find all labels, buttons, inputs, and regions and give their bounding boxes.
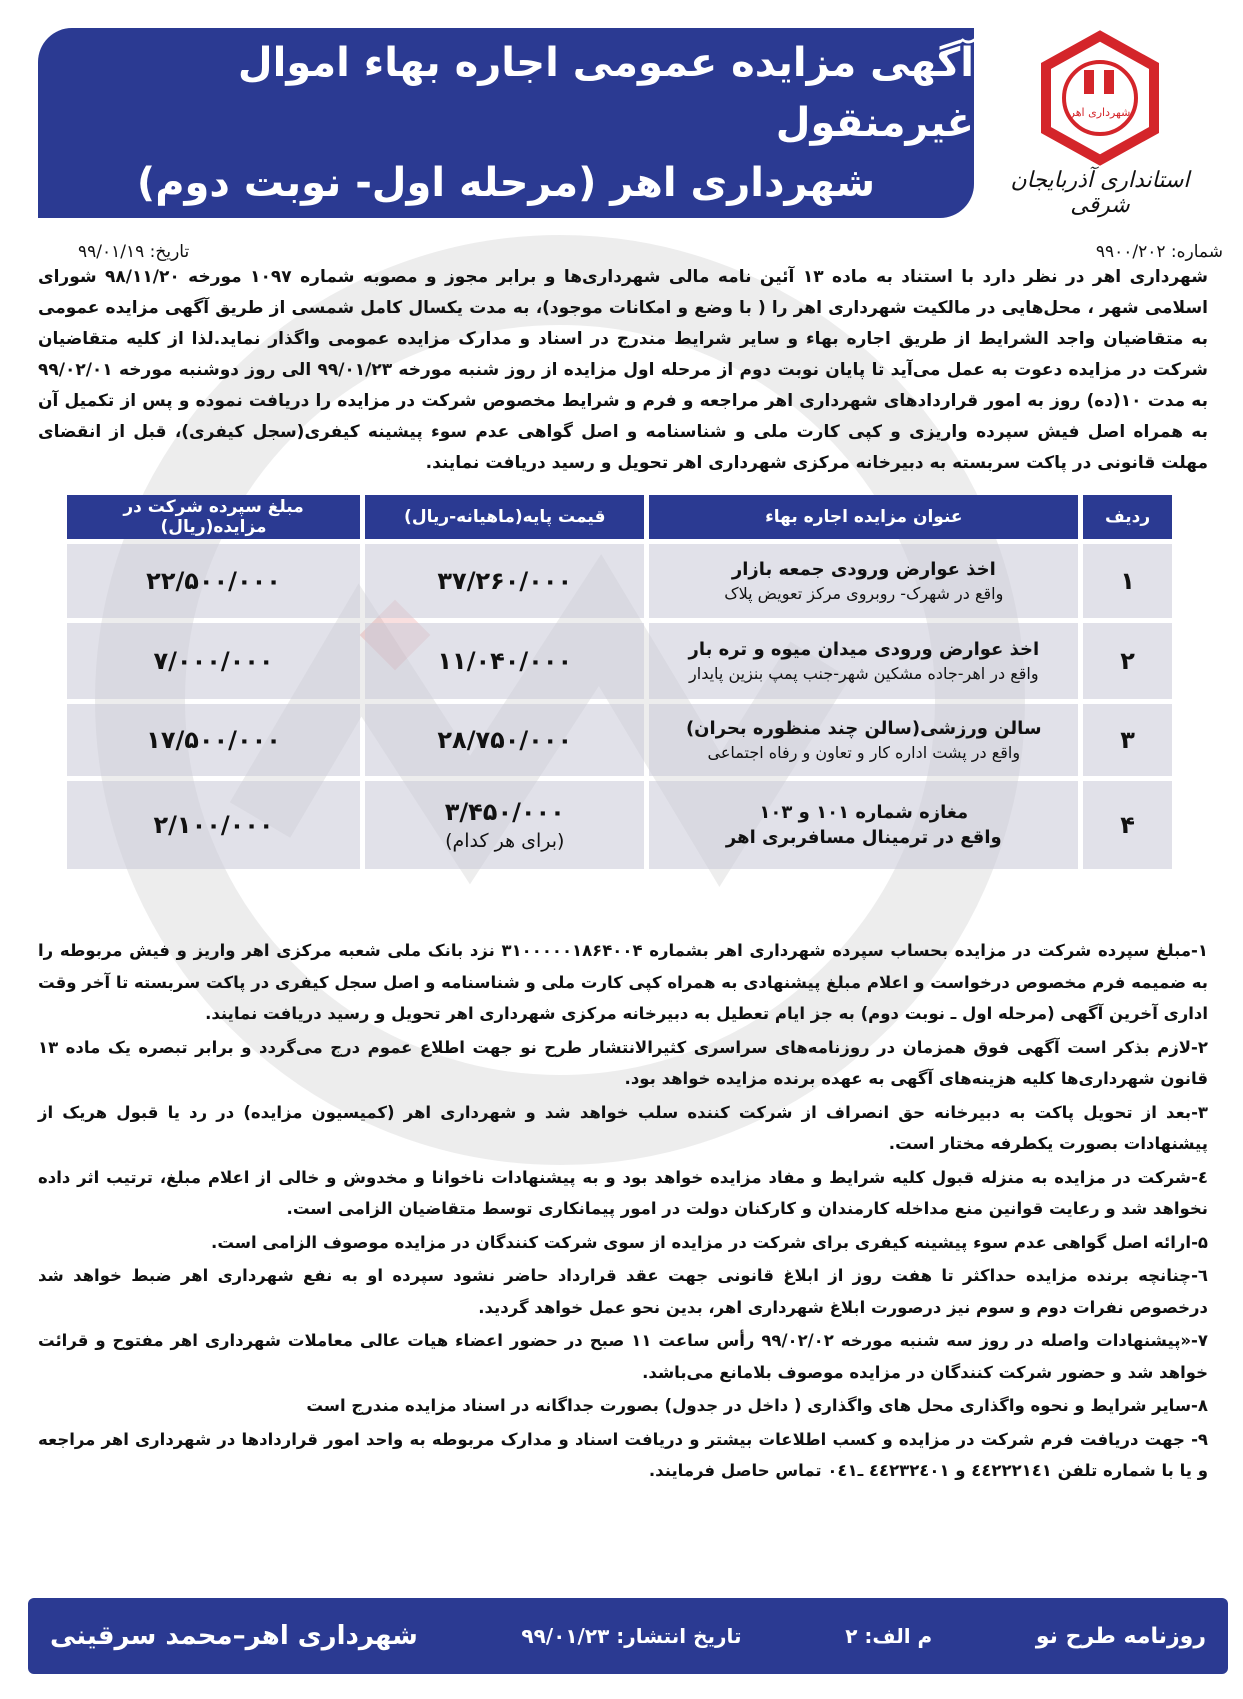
header-banner: [38, 28, 974, 218]
table-header-row: [67, 495, 1172, 539]
footer-bar: [28, 1598, 1228, 1674]
table-row: [67, 544, 1172, 618]
condition-item: ٤-شرکت در مزایده به منزله قبول کلیه شرایط و مفاد مزایده خواهد بود و به پیشنهادات ناخوانا و مخدوش و خالی از اعلام مبلغ، ترتیب اثر داده نخواهد شد و رعایت قوانین منع مداخله کارمندان و کارکنان دولت در امور پیمانکاری توسط متقاضیان الزامی است.: [38, 1167, 1208, 1218]
row-number: ۳: [1083, 704, 1172, 776]
auction-items-table: [62, 490, 1177, 874]
header-base-price: قیمت پایه(ماهیانه-ریال): [365, 495, 644, 539]
condition-item: ۲-لازم بذکر است آگهی فوق همزمان در روزنامه‌های سراسری کثیرالانتشار طرح نو جهت اطلاع عموم درج می‌گردد و برابر تبصره یک ماده ۱۳ قانون شهرداری‌ها کلیه هزینه‌های آگهی به عهده برنده مزایده خواهد بود.: [38, 1037, 1208, 1088]
title-line-1: آگهی مزایده عمومی اجاره بهاء اموال غیرمنقول: [237, 40, 974, 146]
condition-item: ۳-بعد از تحویل پاکت به دبیرخانه حق انصراف از شرکت کننده سلب خواهد شد و شهرداری اهر (کمیسیون مزایده) در رد یا قبول هریک از پیشنهادات بصورت یکطرفه مختار است.: [38, 1102, 1208, 1153]
newspaper-name: روزنامه طرح نو: [1035, 1623, 1206, 1649]
signature: شهرداری اهر–محمد سرقینی: [50, 1621, 418, 1651]
base-price-cell: [365, 781, 644, 869]
header-title: عنوان مزایده اجاره بهاء: [649, 495, 1078, 539]
item-cell: [649, 544, 1078, 618]
conditions-list: [38, 935, 1208, 1489]
ad-code: م الف: ۲: [845, 1624, 933, 1648]
condition-item: ۹- جهت دریافت فرم شرکت در مزایده و کسب اطلاعات بیشتر و دریافت اسناد و مدارک مربوطه به واحد امور قراردادها در شهرداری اهر مراجعه و یا با شماره تلفن ٤٤٢٢٢١٤١ و ٤٤٢٣٢٤٠١ ـ۰٤١ تماس حاصل فرمایند.: [38, 1429, 1208, 1480]
item-cell: [649, 704, 1078, 776]
item-location: واقع در پشت اداره کار و تعاون و رفاه اجتماعی: [707, 743, 1021, 762]
condition-item: ۵-ارائه اصل گواهی عدم سوء پیشینه کیفری برای شرکت در مزایده از سوی شرکت کنندگان در مزایده موصوف الزامی است.: [211, 1232, 1208, 1252]
title-line-2: شهرداری اهر (مرحله اول- نوبت دوم): [136, 160, 876, 206]
intro-paragraph: شهرداری اهر در نظر دارد با استناد به ماده ۱۳ آئین نامه مالی شهرداری‌ها و برابر مجوز و مصوبه شماره ۱۰۹۷ مورخه ۹۸/۱۱/۲۰ شورای اسلامی شهر ، محل‌هایی در مالکیت شهرداری اهر را ( با وضع و امکانات موجود)، به مدت یکسال کامل شمسی از طریق آگهی مزایده عمومی به متقاضیان واجد الشرایط از طریق اجاره بهاء و سایر شرایط مندرج در اسناد و مدارک مزایده عمومی واگذار نماید.لذا از کلیه متقاضیان شرکت در مزایده دعوت به عمل می‌آید تا پایان نوبت دوم از مرحله اول مزایده از روز شنبه مورخه ۹۹/۰۱/۲۳ الی روز دوشنبه مورخه ۹۹/۰۲/۰۱ به مدت ۱۰(ده) روز به امور قراردادهای شهرداری اهر مراجعه و فرم و شرایط مخصوص شرکت در مزایده را دریافت نموده و پس از تکمیل آن به همراه اصل فیش سپرده واریزی و کپی کارت ملی و شناسنامه و اصل گواهی عدم سوء پیشینه کیفری(سجل کیفری)، قبل از انقضای مهلت قانونی در پاکت سربسته به دبیرخانه مرکزی شهرداری اهر تحویل و رسید دریافت نمایند.: [38, 267, 1209, 473]
base-price: ۲۸/۷۵۰/۰۰۰: [365, 704, 644, 776]
letter-number: شماره: ۹۹۰۰/۲۰۲: [1095, 242, 1223, 262]
item-cell: [649, 623, 1078, 699]
item-title: مغازه شماره ۱۰۱ و ۱۰۳: [759, 802, 969, 823]
item-cell: [649, 781, 1078, 869]
deposit: ۲۲/۵۰۰/۰۰۰: [67, 544, 360, 618]
condition-item: ۱-مبلغ سپرده شرکت در مزایده بحساب سپرده شهرداری اهر بشماره ۳۱۰۰۰۰۰۱۸۶۴۰۰۴ نزد بانک ملی شعبه مرکزی اهر واریز و فیش مربوطه را به ضمیمه فرم مخصوص درخواست و اعلام مبلغ پیشنهادی به همراه کپی کارت ملی و شناسنامه و اصل سجل کیفری در پاکت سربسته تا آخر وقت اداری آخرین آگهی (مرحله اول ـ نوبت دوم) به جز ایام تعطیل به دبیرخانه مرکزی شهرداری اهر تحویل و رسید دریافت نمایند.: [38, 941, 1208, 1023]
item-location: واقع در شهرک- روبروی مرکز تعویض پلاک: [724, 584, 1004, 603]
header-deposit: مبلغ سپرده شرکت در مزایده(ریال): [67, 495, 360, 539]
deposit: ۷/۰۰۰/۰۰۰: [67, 623, 360, 699]
base-price: ۳۷/۲۶۰/۰۰۰: [365, 544, 644, 618]
table-row: [67, 781, 1172, 869]
row-number: ۴: [1083, 781, 1172, 869]
condition-item: ۸-سایر شرایط و نحوه واگذاری محل های واگذاری ( داخل در جدول) بصورت جداگانه در اسناد مزایده مندرج است: [306, 1396, 1208, 1415]
base-price: ۳/۴۵۰/۰۰۰: [444, 798, 565, 826]
item-title: اخذ عوارض ورودی میدان میوه و تره بار: [688, 639, 1040, 660]
table-row: [67, 623, 1172, 699]
item-location: واقع در اهر-جاده مشکین شهر-جنب پمپ بنزین پایدار: [689, 664, 1039, 683]
svg-text:شهرداری اهر: شهرداری اهر: [1069, 106, 1131, 119]
ahar-municipality-logo-icon: [1030, 30, 1170, 170]
province-label: استانداری آذربایجان شرقی: [1010, 168, 1190, 218]
base-price: ۱۱/۰۴۰/۰۰۰: [365, 623, 644, 699]
item-location: واقع در ترمینال مسافربری اهر: [725, 827, 1002, 848]
base-price-note: (برای هر کدام): [445, 830, 565, 852]
header-row-number: ردیف: [1083, 495, 1172, 539]
condition-item: ۷-«پیشنهادات واصله در روز سه شنبه مورخه ۹۹/۰۲/۰۲ رأس ساعت ۱۱ صبح در حضور اعضاء هیات عالی معاملات شهرداری اهر مفتوح و قرائت خواهد شد و حضور شرکت کنندگان در مزایده موصوف بلامانع می‌باشد.: [38, 1331, 1208, 1382]
table-row: [67, 704, 1172, 776]
item-title: سالن ورزشی(سالن چند منظوره بحران): [685, 718, 1042, 739]
condition-item: ٦-چنانچه برنده مزایده حداکثر تا هفت روز از ابلاغ قانونی جهت عقد قرارداد حاضر نشود سپرده او به نفع شهرداری اهر ضبط خواهد شد درخصوص نفرات دوم و سوم نیز درصورت ابلاغ شهرداری اهر، بدین نحو عمل خواهد گردید.: [38, 1266, 1208, 1317]
publish-date: تاریخ انتشار: ۹۹/۰۱/۲۳: [521, 1624, 742, 1648]
deposit: ۲/۱۰۰/۰۰۰: [67, 781, 360, 869]
item-title: اخذ عوارض ورودی جمعه بازار: [731, 559, 996, 580]
row-number: ۱: [1083, 544, 1172, 618]
row-number: ۲: [1083, 623, 1172, 699]
letter-date: تاریخ: ۹۹/۰۱/۱۹: [78, 242, 190, 262]
deposit: ۱۷/۵۰۰/۰۰۰: [67, 704, 360, 776]
